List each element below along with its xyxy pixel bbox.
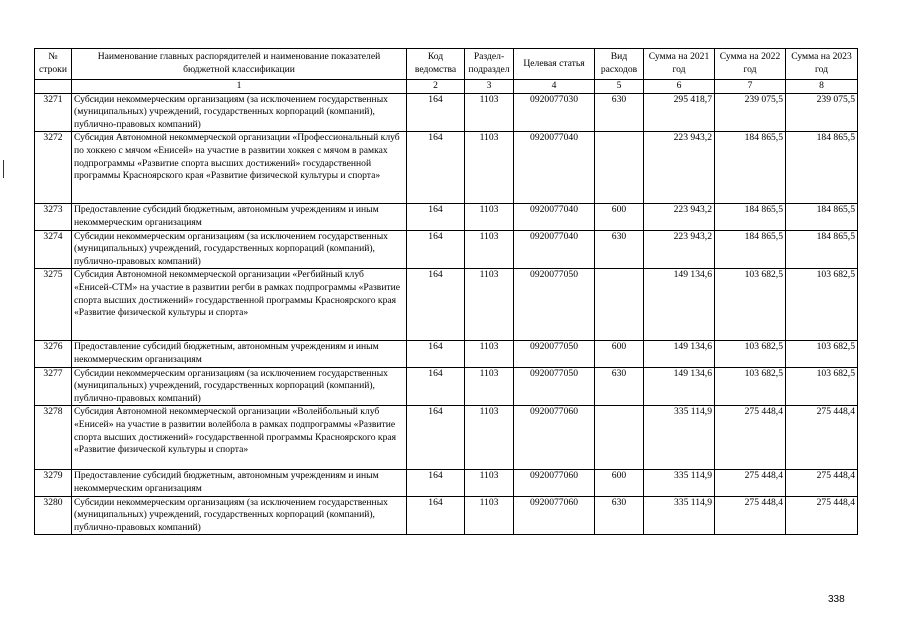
row-target-article: 0920077060 xyxy=(514,496,595,535)
header-name: Наименование главных распорядителей и наименование показателей бюджетной классификации xyxy=(72,49,407,80)
row-section: 1103 xyxy=(465,470,514,496)
row-number: 3279 xyxy=(35,470,72,496)
row-target-article: 0920077050 xyxy=(514,367,595,406)
column-number-cell: 8 xyxy=(786,80,858,94)
header-kind: Вид расходов xyxy=(595,49,644,80)
column-number-cell: 3 xyxy=(465,80,514,94)
row-dept-code: 164 xyxy=(407,132,465,204)
row-sum-2022: 275 448,4 xyxy=(715,470,786,496)
table-row xyxy=(35,367,858,406)
row-name: Субсидии некоммерческим организациям (за исключением государственных (муниципальных) учреждений, государственных корпораций (компаний), публично-правовых компаний) xyxy=(72,367,407,406)
row-section: 1103 xyxy=(465,496,514,535)
budget-table xyxy=(34,48,858,535)
row-sum-2021: 335 114,9 xyxy=(644,406,715,470)
header-num: № строки xyxy=(35,49,72,80)
row-sum-2023: 275 448,4 xyxy=(786,470,858,496)
row-number: 3271 xyxy=(35,93,72,132)
row-section: 1103 xyxy=(465,341,514,367)
row-sum-2021: 223 943,2 xyxy=(644,132,715,204)
row-sum-2021: 295 418,7 xyxy=(644,93,715,132)
row-dept-code: 164 xyxy=(407,230,465,269)
column-number-cell: 7 xyxy=(715,80,786,94)
table-row xyxy=(35,496,858,535)
row-name: Субсидия Автономной некоммерческой организации «Профессиональный клуб по хоккею с мячом «Енисей» на участие в развитии хоккея с мячом в рамках подпрограммы «Развитие спорта высших достижений» государственной программы Красноярского края «Развитие физической культуры и спорта» xyxy=(72,132,407,204)
header-sum-2022: Сумма на 2022 год xyxy=(715,49,786,80)
row-sum-2023: 103 682,5 xyxy=(786,341,858,367)
row-name: Субсидии некоммерческим организациям (за исключением государственных (муниципальных) учреждений, государственных корпораций (компаний), публично-правовых компаний) xyxy=(72,93,407,132)
row-dept-code: 164 xyxy=(407,269,465,341)
row-expense-kind xyxy=(595,406,644,470)
row-sum-2023: 239 075,5 xyxy=(786,93,858,132)
column-number-row xyxy=(35,80,858,94)
row-dept-code: 164 xyxy=(407,341,465,367)
row-target-article: 0920077040 xyxy=(514,132,595,204)
row-sum-2022: 184 865,5 xyxy=(715,204,786,230)
table-row xyxy=(35,341,858,367)
margin-mark xyxy=(3,160,4,178)
column-number-cell: 2 xyxy=(407,80,465,94)
row-sum-2022: 184 865,5 xyxy=(715,132,786,204)
row-dept-code: 164 xyxy=(407,406,465,470)
row-name: Предоставление субсидий бюджетным, автономным учреждениям и иным некоммерческим организациям xyxy=(72,341,407,367)
column-number-cell: 4 xyxy=(514,80,595,94)
row-sum-2021: 149 134,6 xyxy=(644,367,715,406)
table-row xyxy=(35,470,858,496)
row-sum-2021: 335 114,9 xyxy=(644,496,715,535)
row-number: 3272 xyxy=(35,132,72,204)
row-sum-2022: 103 682,5 xyxy=(715,341,786,367)
row-expense-kind: 630 xyxy=(595,496,644,535)
row-target-article: 0920077050 xyxy=(514,341,595,367)
row-dept-code: 164 xyxy=(407,204,465,230)
row-name: Предоставление субсидий бюджетным, автономным учреждениям и иным некоммерческим организациям xyxy=(72,204,407,230)
row-name: Субсидии некоммерческим организациям (за исключением государственных (муниципальных) учреждений, государственных корпораций (компаний), публично-правовых компаний) xyxy=(72,496,407,535)
row-sum-2022: 184 865,5 xyxy=(715,230,786,269)
row-name: Субсидии некоммерческим организациям (за исключением государственных (муниципальных) учреждений, государственных корпораций (компаний), публично-правовых компаний) xyxy=(72,230,407,269)
table-row xyxy=(35,269,858,341)
row-dept-code: 164 xyxy=(407,367,465,406)
header-dept: Код ведомства xyxy=(407,49,465,80)
row-name: Субсидия Автономной некоммерческой организации «Регбийный клуб «Енисей-СТМ» на участие в развитии регби в рамках подпрограммы «Развитие спорта высших достижений» государственной программы Красноярского края «Развитие физической культуры и спорта» xyxy=(72,269,407,341)
column-number-cell: 6 xyxy=(644,80,715,94)
row-sum-2022: 275 448,4 xyxy=(715,406,786,470)
row-section: 1103 xyxy=(465,367,514,406)
header-target: Целевая статья xyxy=(514,49,595,80)
row-expense-kind: 630 xyxy=(595,93,644,132)
row-number: 3275 xyxy=(35,269,72,341)
row-sum-2023: 184 865,5 xyxy=(786,132,858,204)
row-sum-2021: 149 134,6 xyxy=(644,269,715,341)
row-number: 3276 xyxy=(35,341,72,367)
row-sum-2023: 103 682,5 xyxy=(786,269,858,341)
row-sum-2021: 223 943,2 xyxy=(644,230,715,269)
row-expense-kind: 600 xyxy=(595,341,644,367)
row-sum-2022: 103 682,5 xyxy=(715,269,786,341)
column-number-cell: 5 xyxy=(595,80,644,94)
row-number: 3278 xyxy=(35,406,72,470)
page-number: 338 xyxy=(828,594,845,605)
row-dept-code: 164 xyxy=(407,470,465,496)
row-expense-kind: 630 xyxy=(595,230,644,269)
row-section: 1103 xyxy=(465,93,514,132)
row-number: 3277 xyxy=(35,367,72,406)
row-sum-2022: 239 075,5 xyxy=(715,93,786,132)
row-expense-kind: 600 xyxy=(595,204,644,230)
row-target-article: 0920077060 xyxy=(514,470,595,496)
row-sum-2023: 184 865,5 xyxy=(786,230,858,269)
row-target-article: 0920077030 xyxy=(514,93,595,132)
row-section: 1103 xyxy=(465,204,514,230)
header-section: Раздел-подраздел xyxy=(465,49,514,80)
row-section: 1103 xyxy=(465,230,514,269)
row-sum-2022: 103 682,5 xyxy=(715,367,786,406)
header-sum-2023: Сумма на 2023 год xyxy=(786,49,858,80)
table-row xyxy=(35,230,858,269)
table-row xyxy=(35,132,858,204)
row-number: 3280 xyxy=(35,496,72,535)
header-sum-2021: Сумма на 2021 год xyxy=(644,49,715,80)
row-sum-2023: 275 448,4 xyxy=(786,406,858,470)
row-target-article: 0920077040 xyxy=(514,230,595,269)
row-sum-2023: 184 865,5 xyxy=(786,204,858,230)
table-row xyxy=(35,93,858,132)
table-body xyxy=(35,93,858,535)
row-expense-kind: 630 xyxy=(595,367,644,406)
row-number: 3273 xyxy=(35,204,72,230)
header-row xyxy=(35,49,858,80)
row-dept-code: 164 xyxy=(407,496,465,535)
row-section: 1103 xyxy=(465,132,514,204)
row-sum-2023: 103 682,5 xyxy=(786,367,858,406)
row-sum-2021: 223 943,2 xyxy=(644,204,715,230)
row-sum-2021: 335 114,9 xyxy=(644,470,715,496)
row-sum-2021: 149 134,6 xyxy=(644,341,715,367)
row-target-article: 0920077060 xyxy=(514,406,595,470)
row-number: 3274 xyxy=(35,230,72,269)
row-name: Субсидия Автономной некоммерческой организации «Волейбольный клуб «Енисей» на участие в развитии волейбола в рамках подпрограммы «Развитие спорта высших достижений» государственной программы Красноярского края «Развитие физической культуры и спорта» xyxy=(72,406,407,470)
row-target-article: 0920077050 xyxy=(514,269,595,341)
row-section: 1103 xyxy=(465,269,514,341)
column-number-cell: 1 xyxy=(72,80,407,94)
row-expense-kind xyxy=(595,132,644,204)
row-section: 1103 xyxy=(465,406,514,470)
row-target-article: 0920077040 xyxy=(514,204,595,230)
row-expense-kind: 600 xyxy=(595,470,644,496)
row-sum-2022: 275 448,4 xyxy=(715,496,786,535)
row-sum-2023: 275 448,4 xyxy=(786,496,858,535)
row-name: Предоставление субсидий бюджетным, автономным учреждениям и иным некоммерческим организациям xyxy=(72,470,407,496)
row-dept-code: 164 xyxy=(407,93,465,132)
table-row xyxy=(35,204,858,230)
column-number-cell xyxy=(35,80,72,94)
row-expense-kind xyxy=(595,269,644,341)
table-row xyxy=(35,406,858,470)
